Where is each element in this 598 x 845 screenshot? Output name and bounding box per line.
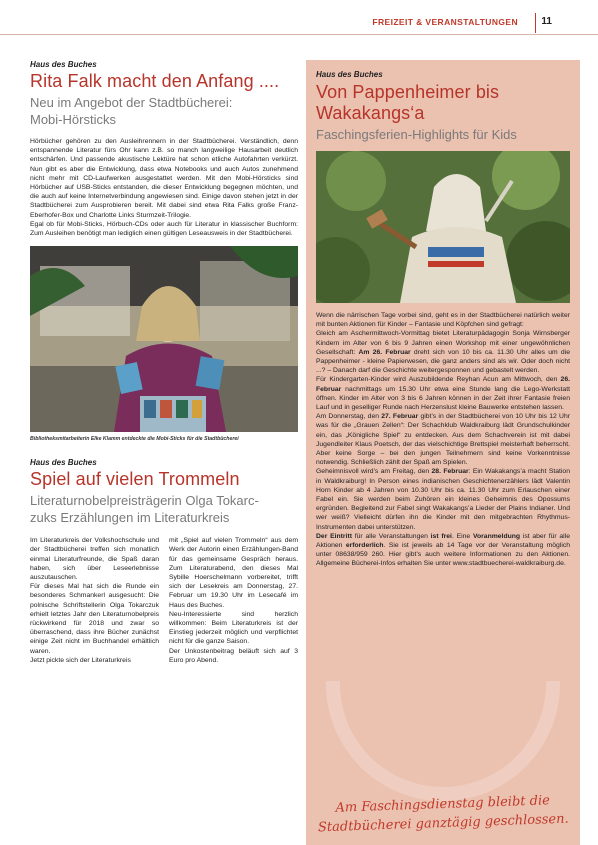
closing-line: Stadtbücherei ganztägig geschlossen. [317,811,569,836]
text-run: Für Kindergarten-Kinder wird Auszubildende Reyhan Acun am Mittwoch, den [316,376,561,384]
paragraph: Hörbücher gehören zu den Ausleihrennern in der Stadtbücherei. Verständlich, denn entspannende Literatur fürs Ohr kann z.B. so manch langweilige Hausarbeit deutlich entschärfen. Und passende akustische Lektüre hat schon etliche Autofahrten verkürzt. Nun gibt es aber die Entwicklung, dass etwa Notebooks und auch Autos zunehmend nicht mehr mit CD-Laufwerken ausgestattet werden. Mit den Mobi-Hörsticks sind Hörbücher auf USB-Sticks entstanden, die dieser Entwicklung begegnen möchten, und die auch auf keine Internetverbindung angewiesen sind. Einige davon stehen jetzt in der Stadtbücherei zum Ausprobieren bereit. Mit dabei sind etwa Rita Falks große Franz-Eberhofer-Box und Charlotte Links Sturmzeit-Trilogie. [30,138,298,219]
article-column-1 [30,536,159,665]
date-highlight: Am 26. Februar [358,348,411,356]
article-subline: Faschingsferien-Highlights für Kids [316,127,517,142]
bold-run: Eintritt [330,532,352,540]
article-headline: Rita Falk macht den Anfang .... [30,71,280,91]
paragraph [316,375,570,412]
text-run: . Eine [451,532,473,540]
left-column [30,60,298,665]
header-rule [0,34,598,35]
librarian-photo [30,246,298,432]
paragraph: Egal ob für Mobi-Sticks, Hörbuch-CDs oder auch für Literatur in klassischer Buchform: Zum Ausleihen benötigt man lediglich einen gültigen Leseausweis in der Stadtbücherei. [30,220,298,238]
text-run: nachmittags um 15.30 Uhr etwa eine Stunde lang die Lego-Werkstatt öffnen. Kinder im Alter von 3 bis 6 Jahren können in der Zeit ihrer Fantasie freien Lauf und in geselliger Runde nach Herzenslust kleine Bauwerke entstehen lassen. [316,385,570,412]
text-run: Geheimnisvoll wird’s am Freitag, den [316,468,432,476]
article-subline: Neu im Angebot der Stadtbücherei: [30,95,233,110]
text-run: . Sie ist jeweils ab 14 Tage vor der Veranstaltung möglich unter 08638/959 260. Hier gibt’s auch weitere Informationen zu den Aktionen. Allgemeine Bücherei-Infos erhalten Sie unter www.stadtbuecherei-waldkraiburg.de. [316,542,571,568]
paragraph: Wenn die närrischen Tage vorbei sind, geht es in der Stadtbücherei natürlich weiter mit bunten Aktionen für Kinder – Fantasie und Köpfchen sind gefragt: [316,312,570,329]
article-trommeln [30,458,298,665]
closing-notice [306,790,580,838]
decorative-arc [326,681,560,801]
closing-line: Am Faschingsdienstag bleibt die [335,793,551,816]
date-highlight: 28. Februar [431,468,469,476]
storyteller-photo-illustration [316,151,570,303]
paragraph: Im Literaturkreis der Volkshochschule und der Stadtbücherei treffen sich monatlich einmal Literaturfreunde, die Spaß daran haben, sich über Leseerlebnisse auszutauschen. [30,537,159,582]
date-highlight: 27. Februar [381,413,419,421]
text-run: Am Donnerstag, den [316,413,382,421]
article-headline: Von Pappenheimer bis [316,82,500,102]
date-highlight: 26. Februar [316,376,570,393]
bold-run: erforderlich [345,542,384,550]
article-kicker: Haus des Buches [30,458,97,468]
section-title: FREIZEIT & VERANSTALTUNGEN [372,17,518,27]
article-rita-falk [30,60,298,442]
text-run: Gleich am Aschermittwoch-Vormittag bietet Literaturpädagogin Sonja Wirnsberger Kindern im Alter von 6 bis 9 Jahren einen Workshop mit einer ungewöhnlichen Gesellschaft: [316,330,570,356]
page-number: 11 [541,16,552,27]
photo-caption: Bibliotheksmitarbeiterin Elke Klamm entdeckte die Mobi-Sticks für die Stadtbücherei [30,436,239,443]
article-kicker: Haus des Buches [316,70,383,79]
article-headline: Wakakangs‘a [316,103,425,123]
librarian-photo-illustration [30,246,298,432]
paragraph [316,467,570,531]
paragraph: Für dieses Mal hat sich die Runde ein besonderes Schmankerl ausgesucht: Die polnische Schriftstellerin Olga Tokarczuk erhielt letztes Jahr den Literaturnobelpreis rückwirkend für 2018 und zwar so überraschend, dass ihre Bücher zunächst einige Zeit nicht im Buchhandel erhältlich waren. [30,583,159,655]
article-body [316,311,570,569]
paragraph: Der Unkostenbeitrag beläuft sich auf 3 Euro pro Abend. [169,647,298,664]
article-kicker: Haus des Buches [30,60,97,69]
article-headline: Spiel auf vielen Trommeln [30,469,240,490]
paragraph [316,329,570,375]
article-subline: Mobi-Hörsticks [30,112,116,127]
paragraph: mit „Spiel auf vielen Trommeln“ aus dem Werk der Autorin einen Erzählungen-Band für das gemeinsame Gespräch heraus. Zum Literaturabend, den dieses Mal Sybille Hoerschelmann vorbereitet, trifft sich der Lesekreis am Donnerstag, 27. Februar um 19.30 Uhr im Lesecafé im Haus des Buches. [169,537,298,609]
paragraph [316,532,570,569]
storyteller-photo [316,151,570,303]
article-subline: zuks Erzählungen im Literaturkreis [30,510,230,526]
text-run: : Ein Wakakangs’a macht Station in Waldkraiburg! In Person eines indianischen Geschichtenerzählers lädt Valentin Horn Kinder ab 4 Jahren von 10.30 Uhr bis ca. 11.30 Uhr zum Erlauschen einer Fabel ein. Sie werden beim Zuhören ein kleines Geheimnis des Opossums ergründen. Begleitend zur Fabel singt Wakakangs’a Lieder der Plains Indianer. Und wer weiß? Vielleicht dürfen ihn die Kinder mit den mitgebrachten Rhythmus-Instrumenten dabei unterstützen. [316,468,570,531]
paragraph: Neu-Interessierte sind herzlich willkommen: Beim Literaturkreis ist der Einstieg jederzeit möglich und verpflichtet nicht für die ganze Saison. [169,610,298,646]
article-subline: Literaturnobelpreisträgerin Olga Tokarc- [30,493,259,509]
text-run: ist aber für alle Aktionen [316,532,570,550]
bold-run: ist frei [430,532,452,540]
article-columns [30,536,298,665]
right-panel [306,60,580,845]
article-body [30,137,298,238]
header-divider [535,13,536,33]
article-column-2 [169,536,298,665]
text-run: für alle Veranstaltungen [352,532,431,540]
paragraph [316,412,570,467]
text-run: dreht sich von 10 bis ca. 11.30 Uhr alles um die Pappenheimer - kleine Papierwesen, die ganz anders sind als wir. Oder doch nicht ...? – Danach darf die Geschichte weitergesponnen und gebastelt werden. [316,348,570,375]
text-run: Der [316,532,331,540]
bold-run: Voranmeldung [472,532,521,540]
text-run: gibt’s in der Stadtbücherei von 10 Uhr bis 12 Uhr was für die „Grauen Zellen“: Der Schachklub Waldkraiburg lädt Grundschulkinder ein, das „Königliche Spiel“ zu entdecken. Aus dem Schachverein ist mit dabei Jugendleiter Klaus Poetsch, der das vielschichtige Brettspiel meisterhaft beherrscht. Aber keine Sorge – bei den jungen Teilnehmern sind keine Vorkenntnisse notwendig. Schließlich zählt der Spaß am Spielen. [316,413,570,467]
paragraph: Jetzt pickte sich der Literaturkreis [30,656,131,664]
